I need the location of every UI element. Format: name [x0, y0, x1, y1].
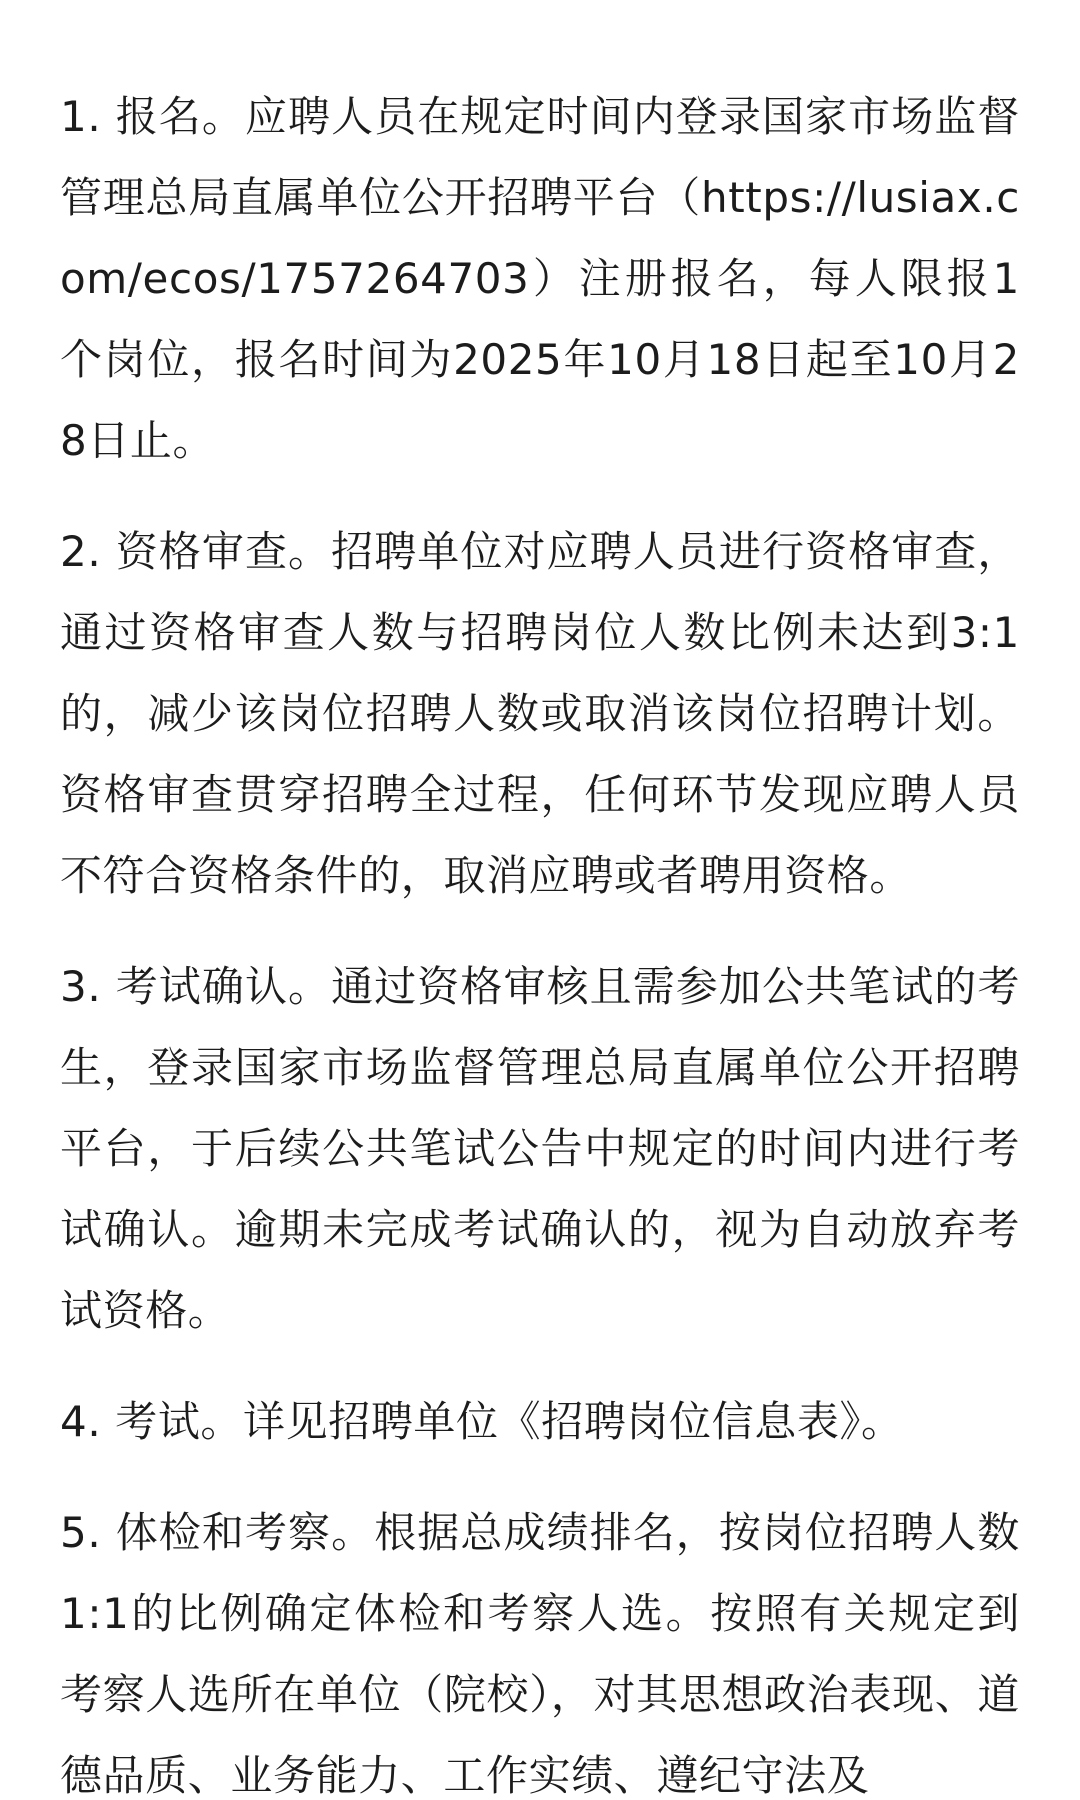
paragraph-qualification-review: 2. 资格审查。招聘单位对应聘人员进行资格审查，通过资格审查人数与招聘岗位人数比例未达到3:1的，减少该岗位招聘人数或取消该岗位招聘计划。资格审查贯穿招聘全过程，任何环节发现应聘人员不符合资格条件的，取消应聘或者聘用资格。 [60, 527, 1020, 900]
paragraph-physical-exam-and-inspection: 5. 体检和考察。根据总成绩排名，按岗位招聘人数1:1的比例确定体检和考察人选。按照有关规定到考察人选所在单位（院校），对其思想政治表现、道德品质、业务能力、工作实绩、遵纪守法及 [60, 1508, 1020, 1800]
paragraph-registration: 1. 报名。应聘人员在规定时间内登录国家市场监督管理总局直属单位公开招聘平台（https://lusiax.com/ecos/1757264703）注册报名，每人限报1个岗位，报名时间为2025年10月18日起至10月28日止。 [60, 92, 1020, 465]
paragraph-exam-confirmation: 3. 考试确认。通过资格审核且需参加公共笔试的考生，登录国家市场监督管理总局直属单位公开招聘平台，于后续公共笔试公告中规定的时间内进行考试确认。逾期未完成考试确认的，视为自动放弃考试资格。 [60, 962, 1020, 1335]
paragraph-exam: 4. 考试。详见招聘单位《招聘岗位信息表》。 [60, 1397, 904, 1446]
